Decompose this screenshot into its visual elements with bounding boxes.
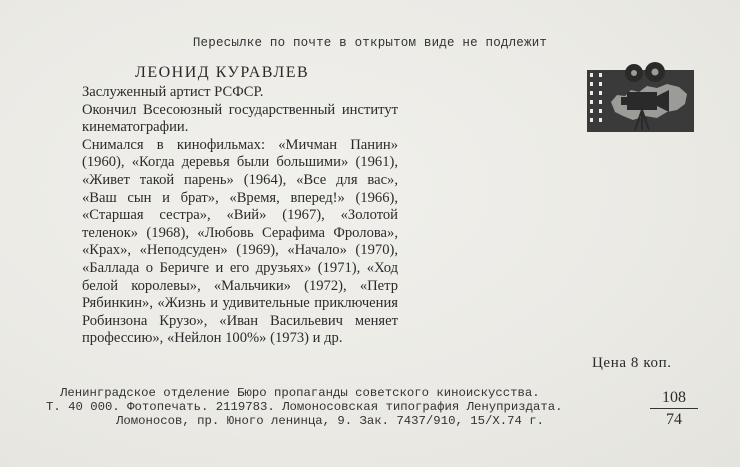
bio-education: Окончил Всесоюзный государственный институт кинематографии. — [82, 101, 398, 136]
imprint-line-2: Т. 40 000. Фотопечать. 2119783. Ломоносовская типография Ленуприздата. — [46, 399, 563, 414]
actor-name: ЛЕОНИД КУРАВЛЕВ — [135, 64, 310, 81]
publisher-imprint — [46, 387, 656, 428]
film-camera-emblem-icon — [587, 62, 694, 135]
bio-filmography: Снимался в кинофильмах: «Мичман Панин» (1960), «Когда деревья были большими» (1961), «Живет такой парень» (1964), «Все для вас», «Ваш сын и брат», «Время, вперед!» (1966), «Старшая сестра», «Вий» (1967), «Золотой теленок» (1968), «Любовь Серафима Фролова», «Крах», «Неподсуден» (1969), «Начало» (1970), «Баллада о Беричге и его друзьях» (1971), «Ход белой королевы», «Мальчики» (1972), «Петр Рябинкин», «Жизнь и удивительные приключения Робинзона Крузо», «Иван Васильевич меняет профессию», «Нейлон 100%» (1973) и др. — [82, 136, 398, 347]
bio-honorary-title: Заслуженный артист РСФСР. — [82, 84, 264, 100]
mailing-notice: Пересылке по почте в открытом виде не подлежит — [192, 36, 548, 50]
fraction-bar — [650, 408, 698, 409]
imprint-line-3: Ломоносов, пр. Юного ленинца, 9. Зак. 7437/910, 15/X.74 г. — [116, 413, 545, 428]
actor-biography — [82, 84, 398, 348]
catalog-code-numerator: 108 — [662, 389, 686, 406]
imprint-line-1: Ленинградское отделение Бюро пропаганды советского киноискусства. — [60, 386, 540, 400]
catalog-code-denominator: 74 — [666, 411, 682, 428]
price-label: Цена 8 коп. — [592, 355, 672, 371]
catalog-code — [646, 389, 702, 429]
